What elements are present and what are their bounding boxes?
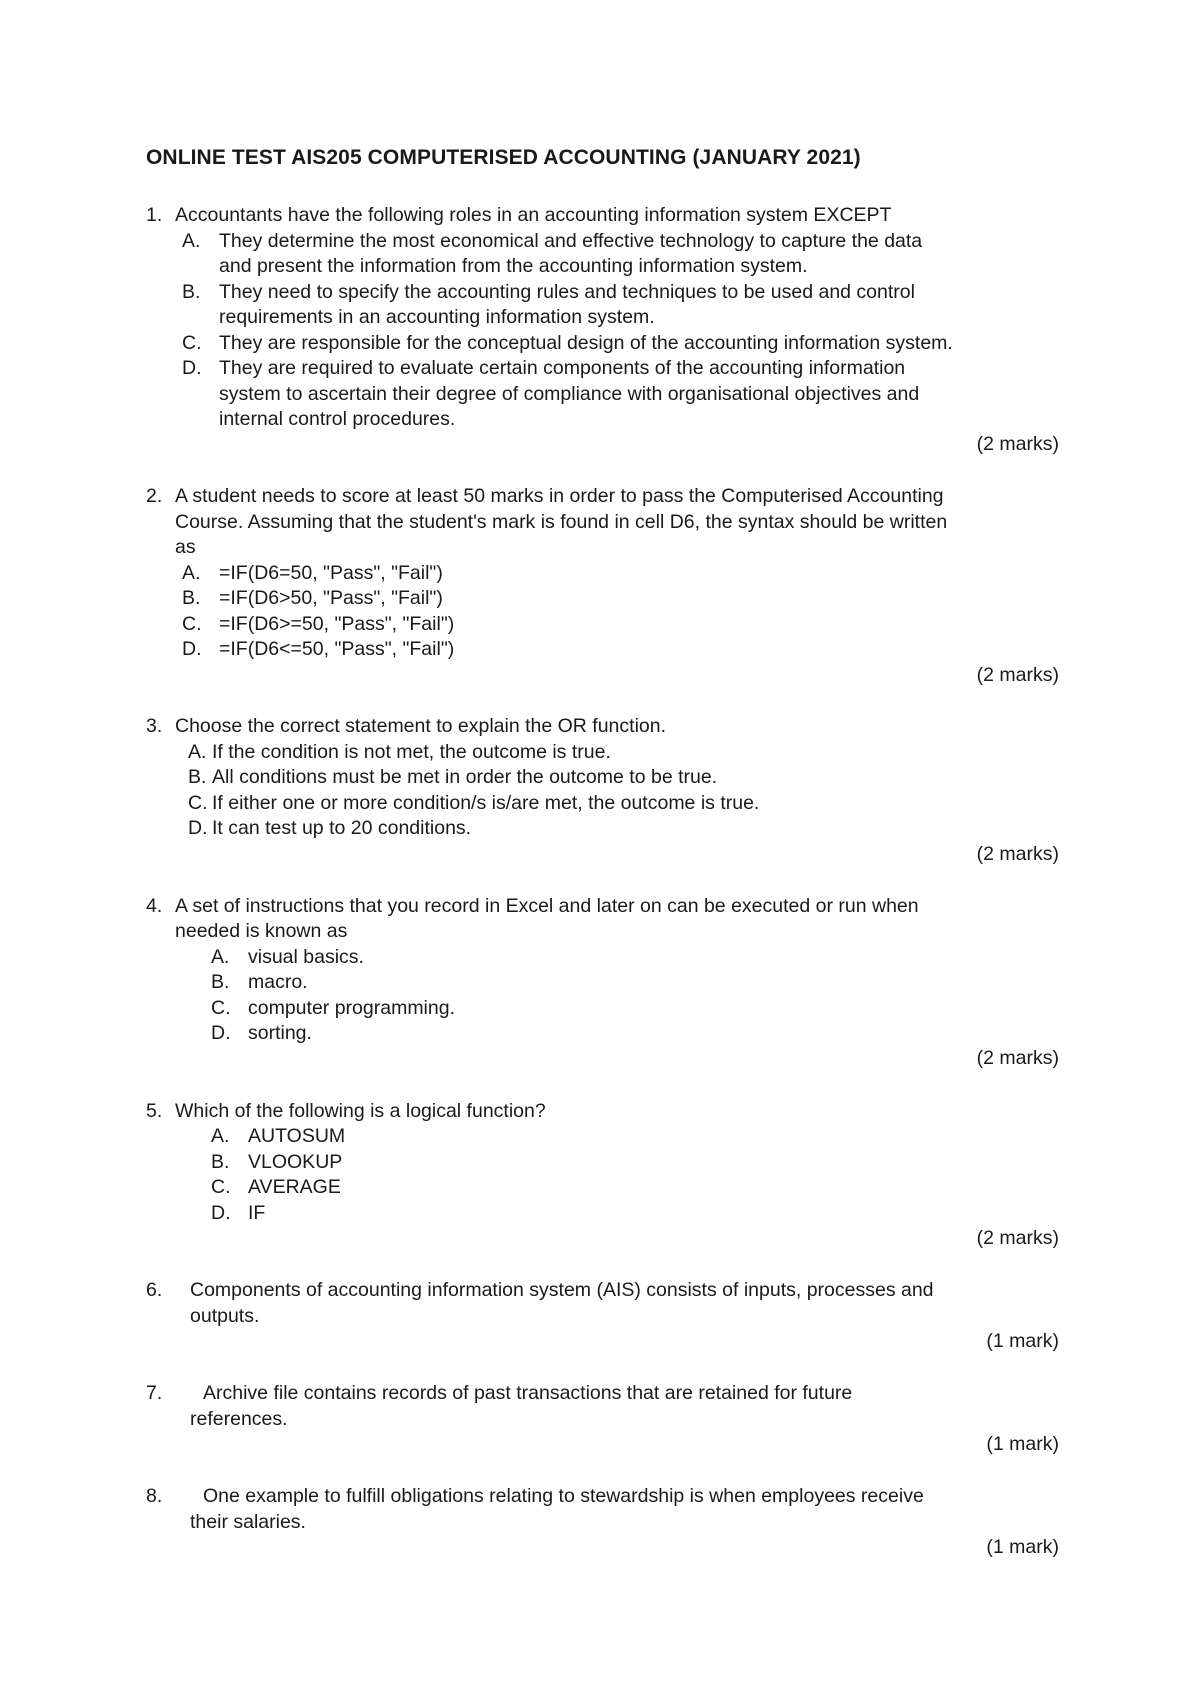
question-text: Components of accounting information system (AIS) consists of inputs, processes and <box>190 1279 934 1301</box>
option-label: B. <box>182 281 201 303</box>
option-text: They need to specify the accounting rules and techniques to be used and control <box>219 281 915 303</box>
option-label: A. <box>211 1125 230 1147</box>
option-text: They are required to evaluate certain components of the accounting information <box>219 357 906 379</box>
option-text: AUTOSUM <box>248 1125 346 1147</box>
option-label: C. <box>211 1176 231 1198</box>
option-text: sorting. <box>248 1022 312 1044</box>
marks-label: (1 mark) <box>986 1433 1059 1455</box>
option-text: =IF(D6>=50, "Pass", "Fail") <box>219 613 455 635</box>
question-text: as <box>175 536 196 558</box>
option-text: It can test up to 20 conditions. <box>212 817 472 839</box>
option-label: C. <box>188 792 208 814</box>
question-number: 5. <box>146 1100 163 1122</box>
option-text: If either one or more condition/s is/are met, the outcome is true. <box>212 792 760 814</box>
option-label: A. <box>182 230 201 252</box>
option-label: B. <box>211 971 230 993</box>
option-text: internal control procedures. <box>219 408 456 430</box>
option-label: B. <box>211 1151 230 1173</box>
option-text: All conditions must be met in order the outcome to be true. <box>212 766 718 788</box>
question-text: their salaries. <box>190 1511 306 1533</box>
question-text: A student needs to score at least 50 marks in order to pass the Computerised Accounting <box>175 485 944 507</box>
question-number: 7. <box>146 1382 163 1404</box>
question-text: needed is known as <box>175 920 348 942</box>
option-text: requirements in an accounting information system. <box>219 306 655 328</box>
option-text: macro. <box>248 971 308 993</box>
question-text: Archive file contains records of past transactions that are retained for future <box>203 1382 853 1404</box>
option-label: D. <box>188 817 208 839</box>
option-label: B. <box>182 587 201 609</box>
option-text: They are responsible for the conceptual design of the accounting information system. <box>219 332 953 354</box>
option-text: =IF(D6<=50, "Pass", "Fail") <box>219 638 455 660</box>
question-text: references. <box>190 1408 288 1430</box>
option-text: and present the information from the accounting information system. <box>219 255 808 277</box>
marks-label: (2 marks) <box>976 843 1059 865</box>
option-label: D. <box>211 1202 231 1224</box>
option-text: If the condition is not met, the outcome is true. <box>212 741 611 763</box>
question-text: outputs. <box>190 1305 260 1327</box>
option-label: A. <box>182 562 201 584</box>
question-text: Choose the correct statement to explain the OR function. <box>175 715 667 737</box>
option-text: computer programming. <box>248 997 455 1019</box>
option-label: A. <box>188 741 207 763</box>
option-text: =IF(D6>50, "Pass", "Fail") <box>219 587 443 609</box>
option-text: system to ascertain their degree of compliance with organisational objectives and <box>219 383 920 405</box>
marks-label: (1 mark) <box>986 1536 1059 1558</box>
question-text: One example to fulfill obligations relating to stewardship is when employees receive <box>203 1485 924 1507</box>
document-title: ONLINE TEST AIS205 COMPUTERISED ACCOUNTING (JANUARY 2021) <box>146 146 861 169</box>
question-number: 4. <box>146 895 163 917</box>
marks-label: (1 mark) <box>986 1330 1059 1352</box>
option-text: visual basics. <box>248 946 364 968</box>
marks-label: (2 marks) <box>976 1227 1059 1249</box>
option-label: D. <box>182 638 202 660</box>
question-text: Accountants have the following roles in an accounting information system EXCEPT <box>175 204 892 226</box>
option-text: AVERAGE <box>248 1176 341 1198</box>
question-number: 2. <box>146 485 163 507</box>
question-number: 8. <box>146 1485 163 1507</box>
option-label: C. <box>182 332 202 354</box>
option-label: A. <box>211 946 230 968</box>
option-label: B. <box>188 766 207 788</box>
option-text: =IF(D6=50, "Pass", "Fail") <box>219 562 443 584</box>
option-label: D. <box>211 1022 231 1044</box>
question-number: 6. <box>146 1279 163 1301</box>
question-text: Course. Assuming that the student's mark is found in cell D6, the syntax should be written <box>175 511 948 533</box>
option-label: D. <box>182 357 202 379</box>
option-label: C. <box>182 613 202 635</box>
option-label: C. <box>211 997 231 1019</box>
option-text: They determine the most economical and effective technology to capture the data <box>219 230 923 252</box>
question-text: A set of instructions that you record in Excel and later on can be executed or run when <box>175 895 919 917</box>
marks-label: (2 marks) <box>976 1047 1059 1069</box>
question-number: 3. <box>146 715 163 737</box>
marks-label: (2 marks) <box>976 433 1059 455</box>
option-text: IF <box>248 1202 266 1224</box>
question-number: 1. <box>146 204 163 226</box>
option-text: VLOOKUP <box>248 1151 343 1173</box>
question-text: Which of the following is a logical function? <box>175 1100 546 1122</box>
marks-label: (2 marks) <box>976 664 1059 686</box>
